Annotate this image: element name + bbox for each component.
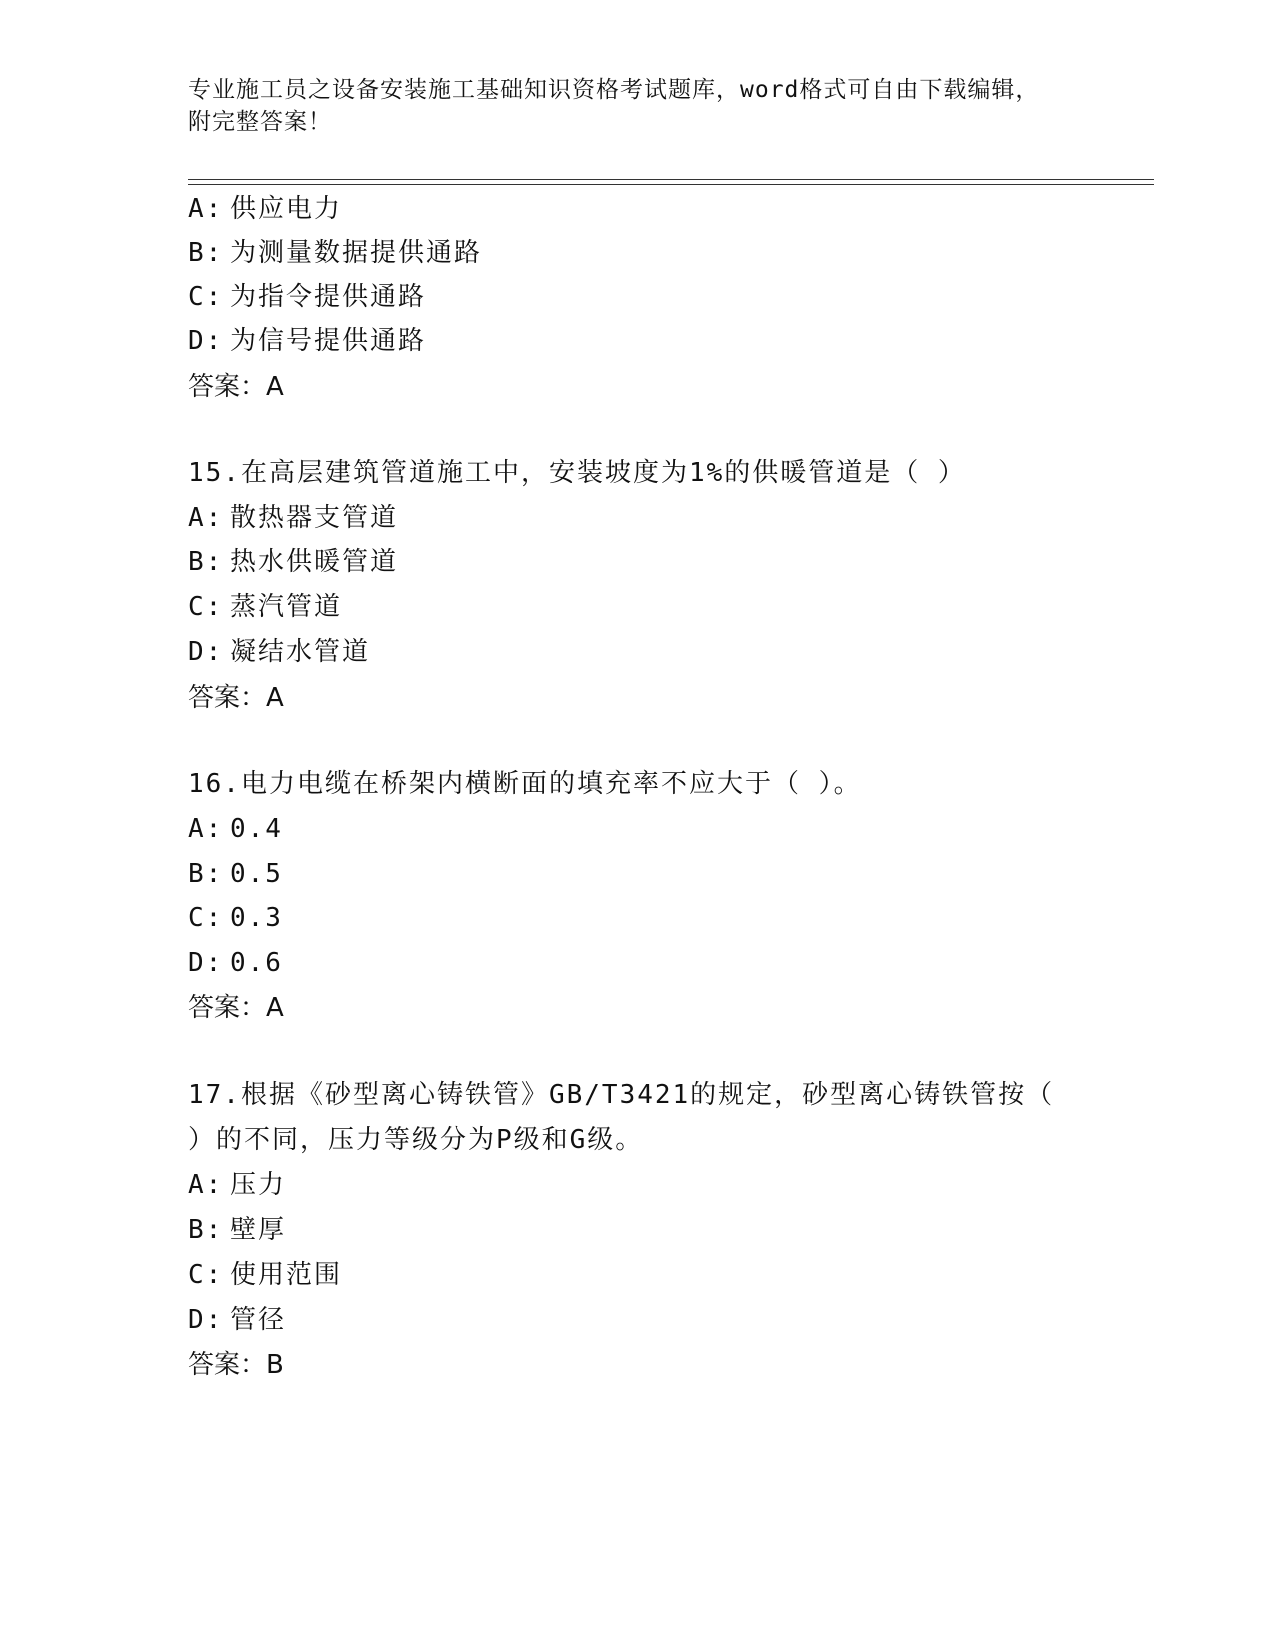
option-text: 管径 (230, 1305, 287, 1335)
q15-text: 15.在高层建筑管道施工中，安装坡度为1%的供暖管道是（ ） (188, 458, 966, 488)
option-label: C: (188, 1260, 224, 1290)
option-label: B: (188, 1215, 224, 1245)
q17-option-a (188, 1168, 286, 1202)
q17-option-d (188, 1303, 286, 1337)
q14-answer: 答案：A (188, 372, 284, 402)
q14-option-a (188, 192, 342, 226)
option-label: A: (188, 194, 224, 224)
q16-option-d (188, 946, 283, 980)
q14-option-b (188, 236, 482, 270)
option-text: 为信号提供通路 (230, 326, 427, 356)
q17-option-b (188, 1213, 286, 1247)
q16-answer: 答案：A (188, 993, 284, 1023)
option-label: B: (188, 238, 224, 268)
q14-option-c (188, 280, 426, 314)
q16-text: 16.电力电缆在桥架内横断面的填充率不应大于（ ）。 (188, 769, 862, 799)
q16-option-a (188, 812, 283, 846)
option-label: C: (188, 903, 224, 933)
option-label: D: (188, 326, 224, 356)
q15-option-b (188, 545, 398, 579)
option-label: D: (188, 948, 224, 978)
option-text: 压力 (230, 1170, 287, 1200)
q16-option-b (188, 857, 283, 891)
option-text: 使用范围 (230, 1260, 343, 1290)
header-divider-bottom (188, 184, 1154, 185)
option-text: 为指令提供通路 (230, 282, 427, 312)
q17-text-line-2: ）的不同，压力等级分为P级和G级。 (188, 1125, 644, 1155)
option-text: 蒸汽管道 (230, 592, 343, 622)
q15-answer: 答案：A (188, 683, 284, 713)
option-text: 散热器支管道 (230, 503, 399, 533)
option-text: 0.6 (230, 948, 283, 978)
q15-option-d (188, 635, 370, 669)
q16-option-c (188, 901, 283, 935)
option-label: A: (188, 503, 224, 533)
option-label: B: (188, 547, 224, 577)
q15-option-c (188, 590, 342, 624)
header-line-2: 附完整答案！ (188, 109, 332, 135)
q15-option-a (188, 501, 398, 535)
option-text: 凝结水管道 (230, 637, 371, 667)
option-label: A: (188, 1170, 224, 1200)
q17-option-c (188, 1258, 342, 1292)
q17-answer: 答案：B (188, 1350, 284, 1380)
document-header (188, 74, 1088, 138)
q17-text-line-1: 17.根据《砂型离心铸铁管》GB/T3421的规定，砂型离心铸铁管按（ (188, 1080, 1055, 1110)
option-text: 0.5 (230, 859, 283, 889)
option-text: 0.3 (230, 903, 283, 933)
option-label: D: (188, 1305, 224, 1335)
option-text: 0.4 (230, 814, 283, 844)
option-label: C: (188, 592, 224, 622)
option-label: C: (188, 282, 224, 312)
option-label: A: (188, 814, 224, 844)
option-text: 为测量数据提供通路 (230, 238, 483, 268)
option-text: 热水供暖管道 (230, 547, 399, 577)
header-line-1: 专业施工员之设备安装施工基础知识资格考试题库，word格式可自由下载编辑， (188, 77, 1040, 103)
option-label: B: (188, 859, 224, 889)
option-label: D: (188, 637, 224, 667)
q14-option-d (188, 324, 426, 358)
option-text: 壁厚 (230, 1215, 287, 1245)
option-text: 供应电力 (230, 194, 343, 224)
header-divider-top (188, 179, 1154, 180)
